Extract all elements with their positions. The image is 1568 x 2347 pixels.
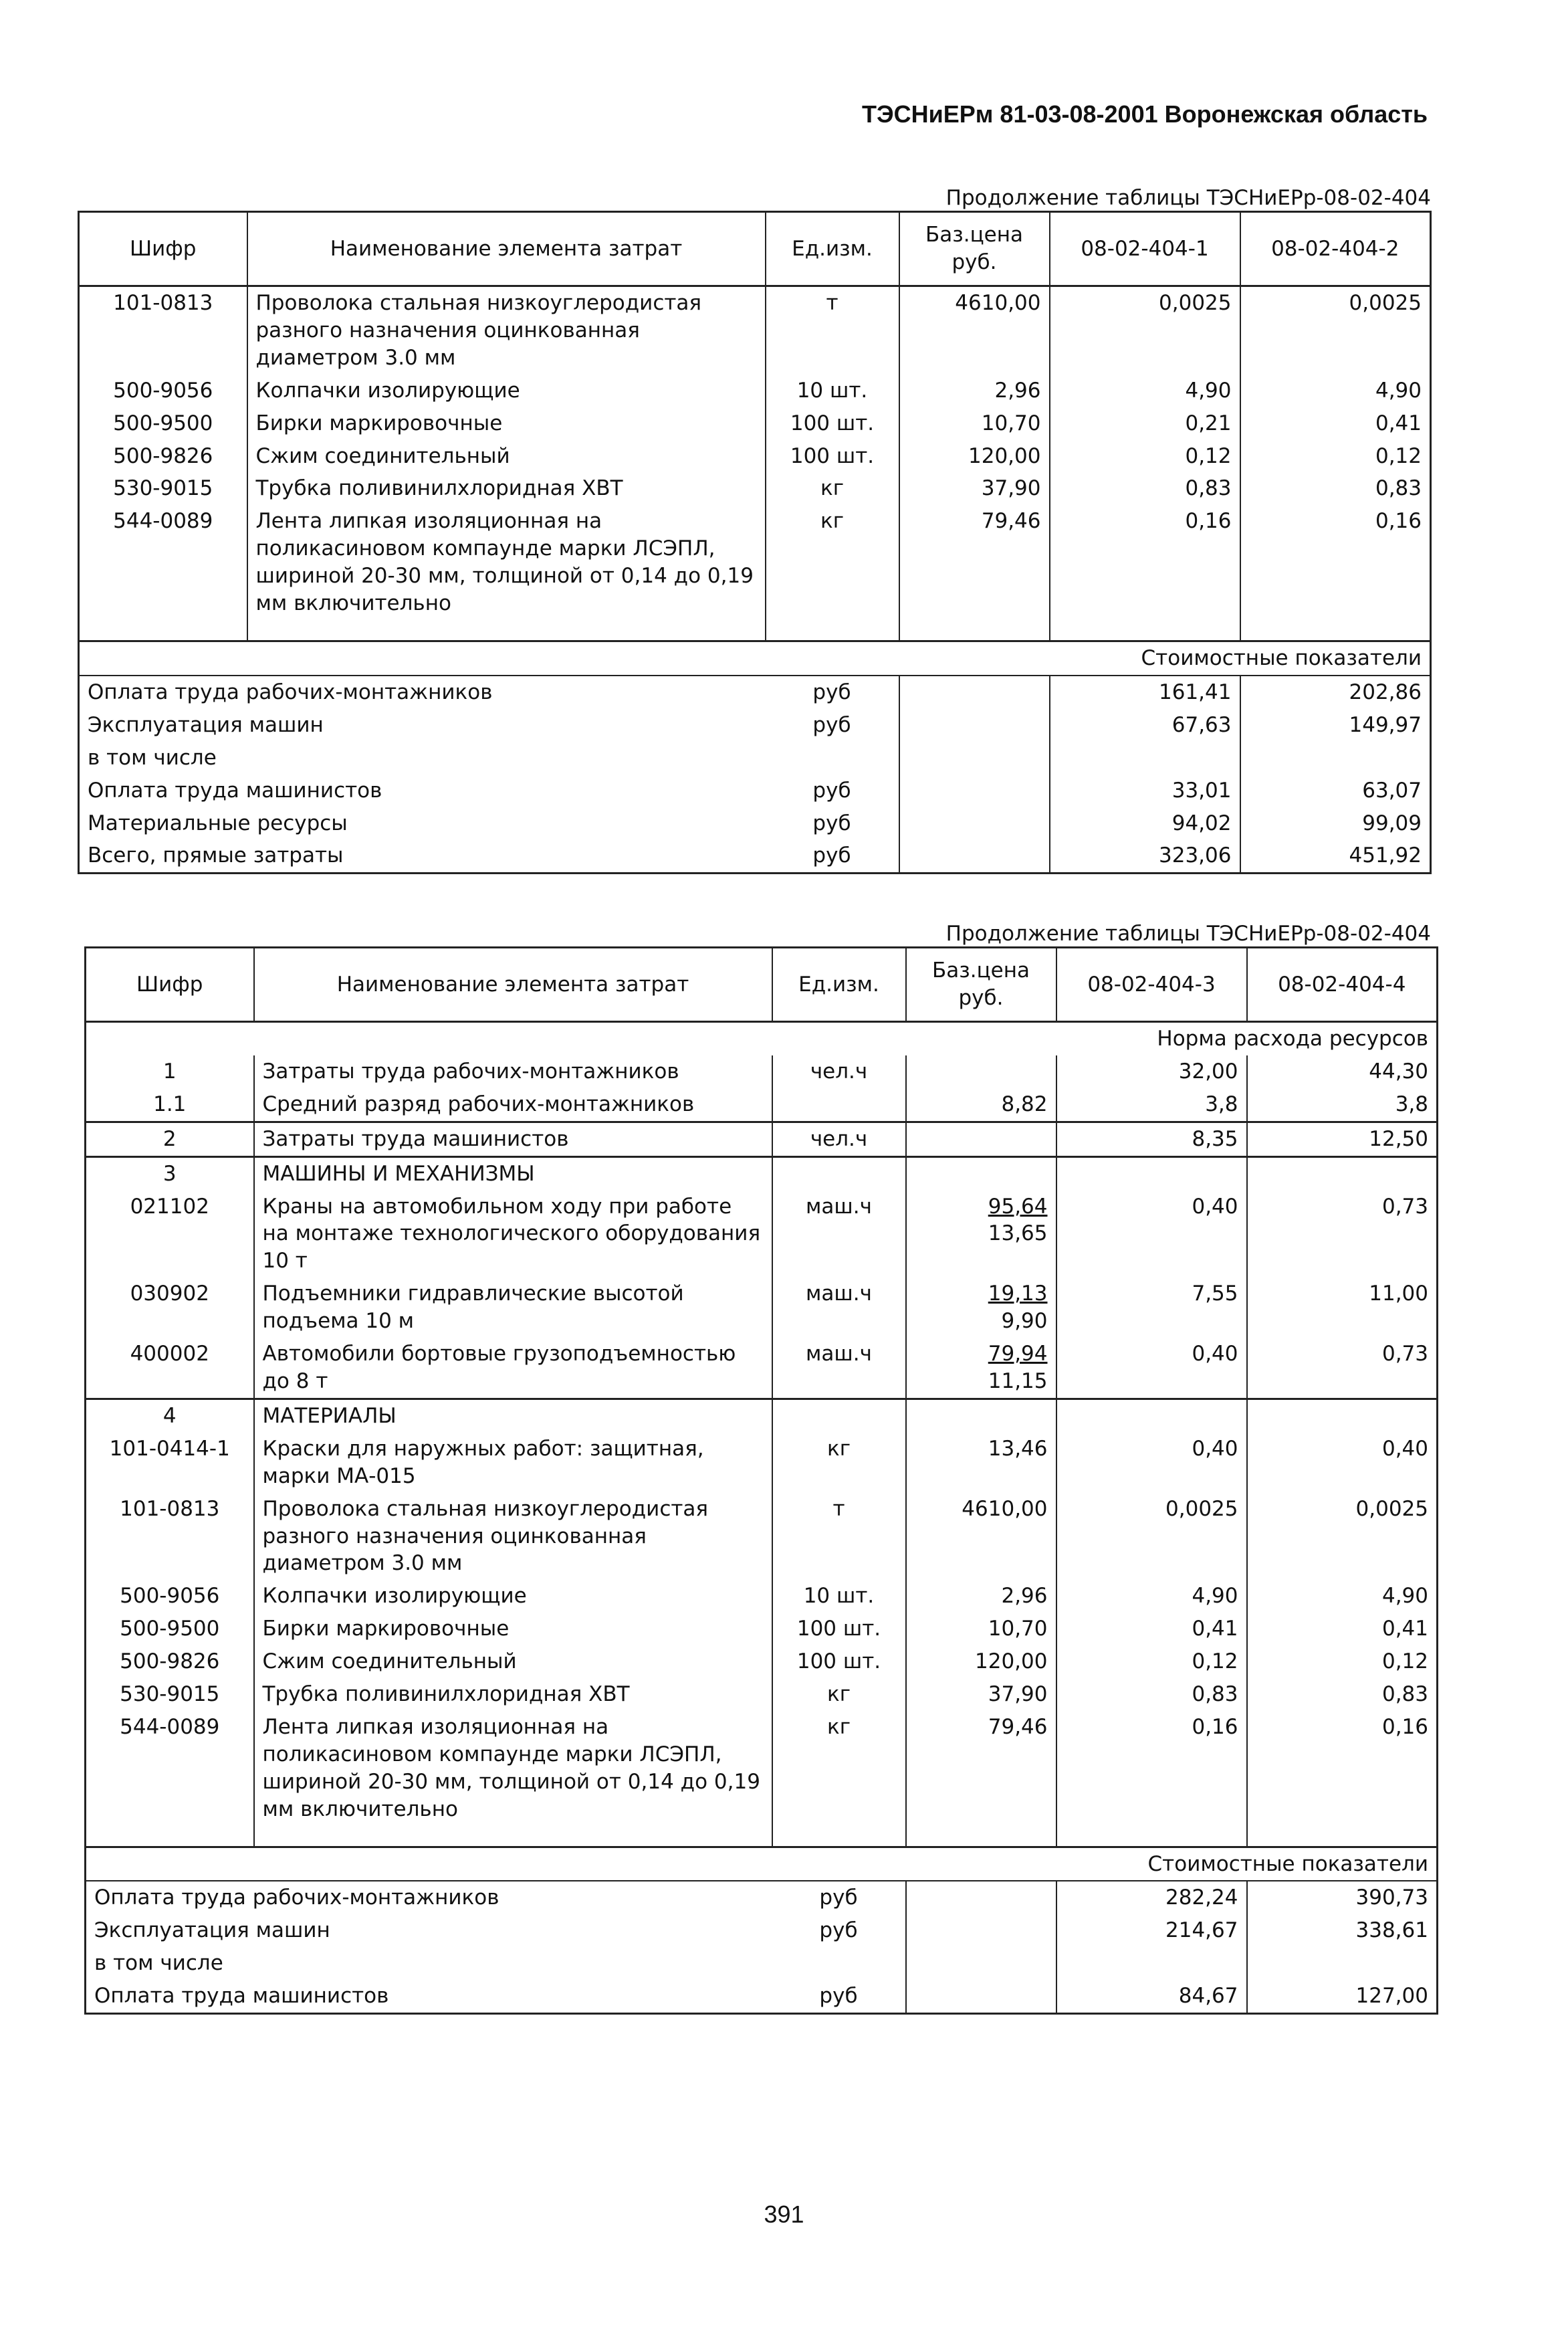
summary-label: Материальные ресурсы (79, 807, 766, 840)
row-unit: кг (766, 505, 899, 620)
summary-label: в том числе (86, 1947, 772, 1980)
summary-label: Эксплуатация машин (79, 709, 766, 742)
row-name: Лента липкая изоляционная на поликасиновом компаунде марки ЛСЭПЛ, шириной 20-30 мм, толщиной от 0,14 до 0,19 мм включительно (247, 505, 766, 620)
row-name: Проволока стальная низкоуглеродистая разного назначения оцинкованная диаметром 3.0 мм (247, 286, 766, 375)
row-unit: маш.ч (772, 1278, 906, 1338)
summary-price (899, 709, 1050, 742)
summary-price (899, 839, 1050, 873)
summary-unit: руб (772, 1980, 906, 2013)
row-price (906, 1122, 1056, 1156)
row-price (906, 1678, 1056, 1711)
row-value-a: 8,35 (1056, 1122, 1247, 1156)
summary-label: Оплата труда машинистов (86, 1980, 772, 2013)
section-label-row (86, 1847, 1438, 1881)
row-price-main: 10,70 (988, 1617, 1048, 1641)
row-price (906, 1645, 1056, 1678)
summary-row (79, 775, 1431, 807)
spacer-cell (86, 1826, 254, 1847)
row-unit: кг (772, 1433, 906, 1493)
col-name-header: Наименование элемента затрат (247, 212, 766, 286)
row-price (906, 1338, 1056, 1399)
row-value-b: 3,8 (1247, 1088, 1438, 1122)
row-value-a (1056, 1156, 1247, 1190)
table-row (86, 1678, 1438, 1711)
row-price-main: 19,13 (988, 1282, 1048, 1306)
table-row (79, 407, 1431, 440)
row-unit: т (772, 1493, 906, 1580)
row-price (899, 375, 1050, 407)
row-value-b: 0,16 (1247, 1711, 1438, 1826)
row-unit: 100 шт. (766, 407, 899, 440)
row-name: Автомобили бортовые грузоподъемностью до 8 т (254, 1338, 772, 1399)
summary-value-a: 323,06 (1050, 839, 1240, 873)
row-price-main: 95,64 (988, 1194, 1048, 1219)
spacer-cell (247, 620, 766, 641)
row-value-a: 0,16 (1050, 505, 1240, 620)
summary-unit: руб (772, 1914, 906, 1947)
col-price-header: Баз.цена руб. (899, 212, 1050, 286)
summary-value-a: 33,01 (1050, 775, 1240, 807)
table1-header-row (79, 212, 1431, 286)
row-unit: маш.ч (772, 1191, 906, 1278)
row-price-operator: 11,15 (988, 1368, 1048, 1393)
row-unit: 10 шт. (766, 375, 899, 407)
row-value-b: 11,00 (1247, 1278, 1438, 1338)
row-unit (772, 1088, 906, 1122)
section-label-row (86, 1022, 1438, 1055)
summary-unit: руб (766, 807, 899, 840)
row-unit: кг (772, 1678, 906, 1711)
section-label: Норма расхода ресурсов (86, 1022, 1438, 1055)
summary-row (86, 1881, 1438, 1914)
summary-unit: руб (766, 775, 899, 807)
row-value-a: 0,40 (1056, 1433, 1247, 1493)
row-code: 2 (86, 1122, 254, 1156)
row-value-b (1247, 1399, 1438, 1432)
spacer-cell (1050, 620, 1240, 641)
row-price (906, 1613, 1056, 1645)
row-name: Проволока стальная низкоуглеродистая разного назначения оцинкованная диаметром 3.0 мм (254, 1493, 772, 1580)
row-unit: кг (766, 472, 899, 505)
summary-label: Оплата труда машинистов (79, 775, 766, 807)
table-row (86, 1580, 1438, 1613)
summary-value-b: 99,09 (1240, 807, 1431, 840)
row-value-a: 0,83 (1056, 1678, 1247, 1711)
row-value-a: 0,16 (1056, 1711, 1247, 1826)
row-value-b: 0,0025 (1240, 286, 1431, 375)
page-number: 391 (764, 2201, 804, 2228)
table-row (86, 1278, 1438, 1338)
row-price (906, 1580, 1056, 1613)
row-code: 500-9500 (86, 1613, 254, 1645)
summary-price (899, 807, 1050, 840)
row-name: Колпачки изолирующие (247, 375, 766, 407)
summary-label: Оплата труда рабочих-монтажников (79, 676, 766, 709)
row-code: 530-9015 (79, 472, 247, 505)
row-unit: 100 шт. (772, 1613, 906, 1645)
summary-row (86, 1914, 1438, 1947)
row-price (899, 472, 1050, 505)
table-row (86, 1055, 1438, 1088)
summary-label: в том числе (79, 742, 766, 775)
row-price (906, 1278, 1056, 1338)
summary-value-b: 451,92 (1240, 839, 1431, 873)
row-value-b: 0,83 (1247, 1678, 1438, 1711)
table1-caption: Продолжение таблицы ТЭСНиЕРр-08-02-404 (945, 186, 1431, 210)
row-value-b: 4,90 (1247, 1580, 1438, 1613)
row-price (906, 1493, 1056, 1580)
row-price-main: 79,46 (981, 509, 1041, 534)
row-name: Затраты труда машинистов (254, 1122, 772, 1156)
table-row (79, 472, 1431, 505)
row-spacer (86, 1826, 1438, 1847)
row-price (906, 1711, 1056, 1826)
table-row (79, 505, 1431, 620)
summary-price (899, 742, 1050, 775)
row-price-operator: 13,65 (988, 1221, 1048, 1246)
row-price (906, 1191, 1056, 1278)
spacer-cell (772, 1826, 906, 1847)
row-price-main: 2,96 (994, 378, 1041, 403)
row-code: 500-9826 (79, 440, 247, 473)
table-row (86, 1711, 1438, 1826)
summary-value-a: 161,41 (1050, 676, 1240, 709)
spacer-cell (254, 1826, 772, 1847)
summary-value-b: 390,73 (1247, 1881, 1438, 1914)
row-value-b: 0,73 (1247, 1338, 1438, 1399)
table-row (86, 1088, 1438, 1122)
table-row (86, 1338, 1438, 1399)
row-price-operator: 9,90 (1001, 1309, 1048, 1334)
summary-label: Всего, прямые затраты (79, 839, 766, 873)
row-name: Краны на автомобильном ходу при работе на монтаже технологического оборудования 10 т (254, 1191, 772, 1278)
row-price (899, 505, 1050, 620)
row-value-b: 0,83 (1240, 472, 1431, 505)
row-name: Трубка поливинилхлоридная ХВТ (247, 472, 766, 505)
row-code: 101-0813 (79, 286, 247, 375)
summary-label: Эксплуатация машин (86, 1914, 772, 1947)
summary-value-a: 282,24 (1056, 1881, 1247, 1914)
row-price-main: 8,82 (1001, 1092, 1048, 1116)
row-value-a (1056, 1399, 1247, 1432)
table-row (86, 1493, 1438, 1580)
summary-value-b (1247, 1947, 1438, 1980)
row-value-b: 0,16 (1240, 505, 1431, 620)
row-name: Подъемники гидравлические высотой подъема 10 м (254, 1278, 772, 1338)
resource-table-2 (84, 946, 1438, 2015)
summary-value-b (1240, 742, 1431, 775)
row-price (899, 407, 1050, 440)
row-name: Краски для наружных работ: защитная, марки МА-015 (254, 1433, 772, 1493)
row-unit: чел.ч (772, 1055, 906, 1088)
row-price-main: 37,90 (988, 1682, 1048, 1707)
col-name-header: Наименование элемента затрат (254, 948, 772, 1022)
row-value-b (1247, 1156, 1438, 1190)
row-unit: кг (772, 1711, 906, 1826)
row-name: Колпачки изолирующие (254, 1580, 772, 1613)
row-code: 1 (86, 1055, 254, 1088)
table-row (86, 1613, 1438, 1645)
row-value-a: 0,0025 (1056, 1493, 1247, 1580)
row-code: 030902 (86, 1278, 254, 1338)
row-unit: 100 шт. (772, 1645, 906, 1678)
summary-value-b: 202,86 (1240, 676, 1431, 709)
row-name: Средний разряд рабочих-монтажников (254, 1088, 772, 1122)
summary-value-b: 149,97 (1240, 709, 1431, 742)
row-code: 500-9826 (86, 1645, 254, 1678)
row-unit (772, 1399, 906, 1432)
summary-price (906, 1947, 1056, 1980)
summary-label: Оплата труда рабочих-монтажников (86, 1881, 772, 1914)
row-value-b: 0,12 (1247, 1645, 1438, 1678)
row-value-a: 4,90 (1056, 1580, 1247, 1613)
spacer-cell (1240, 620, 1431, 641)
summary-row (79, 839, 1431, 873)
row-code: 101-0813 (86, 1493, 254, 1580)
row-value-a: 0,83 (1050, 472, 1240, 505)
row-value-b: 0,40 (1247, 1433, 1438, 1493)
row-value-a: 0,40 (1056, 1191, 1247, 1278)
row-name: Затраты труда рабочих-монтажников (254, 1055, 772, 1088)
row-code: 500-9500 (79, 407, 247, 440)
resource-table-1 (78, 211, 1432, 874)
row-code: 500-9056 (79, 375, 247, 407)
summary-value-b: 63,07 (1240, 775, 1431, 807)
row-price (906, 1055, 1056, 1088)
row-value-b: 4,90 (1240, 375, 1431, 407)
summary-value-a: 94,02 (1050, 807, 1240, 840)
table-row (86, 1122, 1438, 1156)
table-row (86, 1645, 1438, 1678)
col-a-header: 08-02-404-1 (1050, 212, 1240, 286)
summary-row (86, 1980, 1438, 2013)
row-price-main: 79,46 (988, 1714, 1048, 1739)
row-name: Бирки маркировочные (254, 1613, 772, 1645)
row-value-a: 0,41 (1056, 1613, 1247, 1645)
row-value-a: 32,00 (1056, 1055, 1247, 1088)
summary-row (86, 1947, 1438, 1980)
col-unit-header: Ед.изм. (772, 948, 906, 1022)
row-price-main: 2,96 (1001, 1584, 1048, 1609)
summary-value-b: 127,00 (1247, 1980, 1438, 2013)
summary-row (79, 676, 1431, 709)
summary-value-a (1056, 1947, 1247, 1980)
row-name: Трубка поливинилхлоридная ХВТ (254, 1678, 772, 1711)
summary-unit (766, 742, 899, 775)
summary-value-a (1050, 742, 1240, 775)
spacer-cell (1056, 1826, 1247, 1847)
col-code-header: Шифр (86, 948, 254, 1022)
spacer-cell (766, 620, 899, 641)
col-b-header: 08-02-404-4 (1247, 948, 1438, 1022)
summary-unit: руб (772, 1881, 906, 1914)
row-value-a: 3,8 (1056, 1088, 1247, 1122)
row-price-main: 13,46 (988, 1436, 1048, 1461)
row-value-b: 0,12 (1240, 440, 1431, 473)
row-code: 101-0414-1 (86, 1433, 254, 1493)
row-code: 400002 (86, 1338, 254, 1399)
row-value-a: 0,12 (1056, 1645, 1247, 1678)
row-value-b: 0,73 (1247, 1191, 1438, 1278)
summary-price (906, 1881, 1056, 1914)
col-b-header: 08-02-404-2 (1240, 212, 1431, 286)
row-unit: маш.ч (772, 1338, 906, 1399)
row-price-main: 10,70 (981, 411, 1041, 435)
summary-row (79, 807, 1431, 840)
summary-unit: руб (766, 839, 899, 873)
col-price-header: Баз.цена руб. (906, 948, 1056, 1022)
row-code: 544-0089 (79, 505, 247, 620)
col-code-header: Шифр (79, 212, 247, 286)
row-value-a: 0,12 (1050, 440, 1240, 473)
row-value-b: 44,30 (1247, 1055, 1438, 1088)
table2-caption: Продолжение таблицы ТЭСНиЕРр-08-02-404 (945, 922, 1431, 946)
table-row (79, 375, 1431, 407)
row-value-b: 12,50 (1247, 1122, 1438, 1156)
row-price (899, 440, 1050, 473)
row-code: 021102 (86, 1191, 254, 1278)
section-label: Стоимостные показатели (79, 641, 1431, 675)
col-unit-header: Ед.изм. (766, 212, 899, 286)
row-unit (772, 1156, 906, 1190)
summary-unit (772, 1947, 906, 1980)
row-unit: т (766, 286, 899, 375)
spacer-cell (79, 620, 247, 641)
page-header: ТЭСНиЕРм 81-03-08-2001 Воронежская область (862, 100, 1428, 128)
table-row (79, 286, 1431, 375)
row-name: МАТЕРИАЛЫ (254, 1399, 772, 1432)
row-value-a: 0,40 (1056, 1338, 1247, 1399)
row-name: Бирки маркировочные (247, 407, 766, 440)
row-name: Лента липкая изоляционная на поликасиновом компаунде марки ЛСЭПЛ, шириной 20-30 мм, толщиной от 0,14 до 0,19 мм включительно (254, 1711, 772, 1826)
table-row (79, 440, 1431, 473)
row-code: 500-9056 (86, 1580, 254, 1613)
spacer-cell (899, 620, 1050, 641)
row-price-main: 4610,00 (955, 291, 1041, 315)
row-unit: 10 шт. (772, 1580, 906, 1613)
summary-price (906, 1980, 1056, 2013)
row-price-main: 79,94 (988, 1342, 1048, 1366)
summary-price (899, 676, 1050, 709)
row-value-b: 0,41 (1240, 407, 1431, 440)
summary-value-a: 214,67 (1056, 1914, 1247, 1947)
row-code: 1.1 (86, 1088, 254, 1122)
row-price (906, 1399, 1056, 1432)
summary-unit: руб (766, 709, 899, 742)
section-label: Стоимостные показатели (86, 1847, 1438, 1881)
row-price (899, 286, 1050, 375)
table-row (86, 1191, 1438, 1278)
row-spacer (79, 620, 1431, 641)
spacer-cell (1247, 1826, 1438, 1847)
section-label-row (79, 641, 1431, 675)
row-name: МАШИНЫ И МЕХАНИЗМЫ (254, 1156, 772, 1190)
row-price-main: 4610,00 (962, 1496, 1048, 1521)
row-value-a: 7,55 (1056, 1278, 1247, 1338)
row-price-main: 120,00 (968, 443, 1041, 468)
row-price (906, 1156, 1056, 1190)
spacer-cell (906, 1826, 1056, 1847)
row-code: 530-9015 (86, 1678, 254, 1711)
table2-header-row (86, 948, 1438, 1022)
summary-price (899, 775, 1050, 807)
row-code: 3 (86, 1156, 254, 1190)
row-value-a: 0,21 (1050, 407, 1240, 440)
summary-row (79, 742, 1431, 775)
row-price-main: 120,00 (975, 1649, 1048, 1674)
table-row (86, 1156, 1438, 1190)
row-price (906, 1088, 1056, 1122)
summary-price (906, 1914, 1056, 1947)
table-row (86, 1399, 1438, 1432)
summary-row (79, 709, 1431, 742)
row-price (906, 1433, 1056, 1493)
row-code: 544-0089 (86, 1711, 254, 1826)
summary-value-a: 67,63 (1050, 709, 1240, 742)
row-unit: 100 шт. (766, 440, 899, 473)
row-name: Сжим соединительный (247, 440, 766, 473)
row-unit: чел.ч (772, 1122, 906, 1156)
summary-value-a: 84,67 (1056, 1980, 1247, 2013)
row-price-main: 37,90 (981, 476, 1041, 501)
row-value-a: 0,0025 (1050, 286, 1240, 375)
summary-unit: руб (766, 676, 899, 709)
table-row (86, 1433, 1438, 1493)
row-value-a: 4,90 (1050, 375, 1240, 407)
row-value-b: 0,41 (1247, 1613, 1438, 1645)
summary-value-b: 338,61 (1247, 1914, 1438, 1947)
row-code: 4 (86, 1399, 254, 1432)
row-value-b: 0,0025 (1247, 1493, 1438, 1580)
row-name: Сжим соединительный (254, 1645, 772, 1678)
col-a-header: 08-02-404-3 (1056, 948, 1247, 1022)
